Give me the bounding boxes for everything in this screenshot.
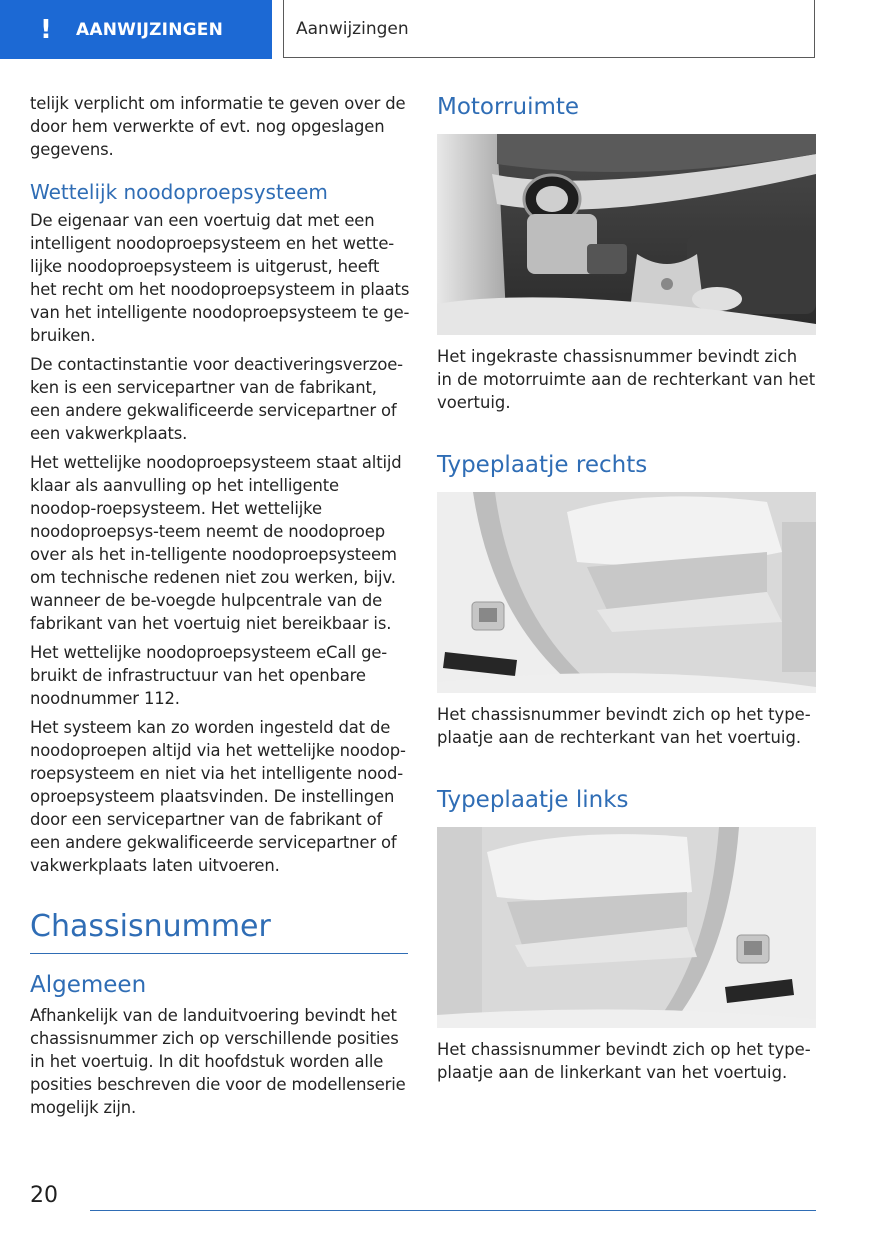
right-door-sill-photo [437,492,816,693]
engine-bay-caption: Het ingekraste chassisnummer bevindt zich in de motorruimte aan de rechterkant van het voertuig. [437,347,816,412]
right-plate-caption: Het chassisnummer bevindt zich op het type-plaatje aan de rechterkant van het voertuig. [437,705,811,747]
ecall-paragraph-4: Het wettelijke noodoproepsysteem eCall ge-bruikt de infrastructuur van het openbare noodnummer 112. [30,643,388,708]
ecall-paragraph-1: De eigenaar van een voertuig dat met een intelligent noodoproepsysteem en het wette-lijke noodoproepsysteem is uitgerust, heeft het recht om het noodoproepsysteem in plaats van het intelligente noodoproepsysteem te ge-bruiken. [30,211,410,345]
left-door-sill-photo [437,827,816,1028]
ecall-paragraph-2: De contactinstantie voor deactiveringsverzoe-ken is een servicepartner van de fabrikant, een andere gekwalificeerde servicepartner of een vakwerkplaats. [30,355,403,443]
engine-bay-heading: Motorruimte [437,94,580,120]
ecall-paragraph-5: Het systeem kan zo worden ingesteld dat de noodoproepen altijd via het wettelijke noodop-roepsysteem en niet via het intelligente nood-oproepsysteem plaatsvinden. De instellingen door een servicepartner van de fabrikant of een andere gekwalificeerde servicepartner of vakwerkplaats laten uitvoeren. [30,718,406,875]
footer-divider [90,1210,816,1211]
general-heading: Algemeen [30,972,147,998]
section-tab [0,0,272,59]
exclamation-icon: ! [40,14,52,45]
ecall-paragraph-3: Het wettelijke noodoproepsysteem staat altijd klaar als aanvulling op het intelligente noodop-roepsysteem. Het wettelijke noodoproepsys-teem neemt de noodoproep over als het in-telligente noodoproepsysteem om technische redenen niet zou werken, bijv. wanneer de be-voegde hulpcentrale van de fabrikant van het voertuig niet bereikbaar is. [30,453,402,633]
chapter-tab [283,0,815,58]
chassis-heading: Chassisnummer [30,907,408,954]
engine-bay-photo [437,134,816,335]
chapter-tab-label: Aanwijzingen [296,18,409,39]
right-column [437,92,817,1120]
section-tab-label: AANWIJZINGEN [76,19,224,40]
page-number: 20 [30,1183,58,1208]
left-plate-heading: Typeplaatje links [437,787,629,813]
left-column [30,92,410,1125]
ecall-heading: Wettelijk noodoproepsysteem [30,180,328,204]
right-plate-heading: Typeplaatje rechts [437,452,648,478]
left-plate-caption: Het chassisnummer bevindt zich op het type-plaatje aan de linkerkant van het voertuig. [437,1040,811,1082]
intro-continuation: telijk verplicht om informatie te geven over de door hem verwerkte of evt. nog opgeslagen gegevens. [30,94,406,159]
general-text: Afhankelijk van de landuitvoering bevindt het chassisnummer zich op verschillende posities in het voertuig. In dit hoofdstuk worden alle posities beschreven die voor de modellenserie mogelijk zijn. [30,1006,406,1117]
